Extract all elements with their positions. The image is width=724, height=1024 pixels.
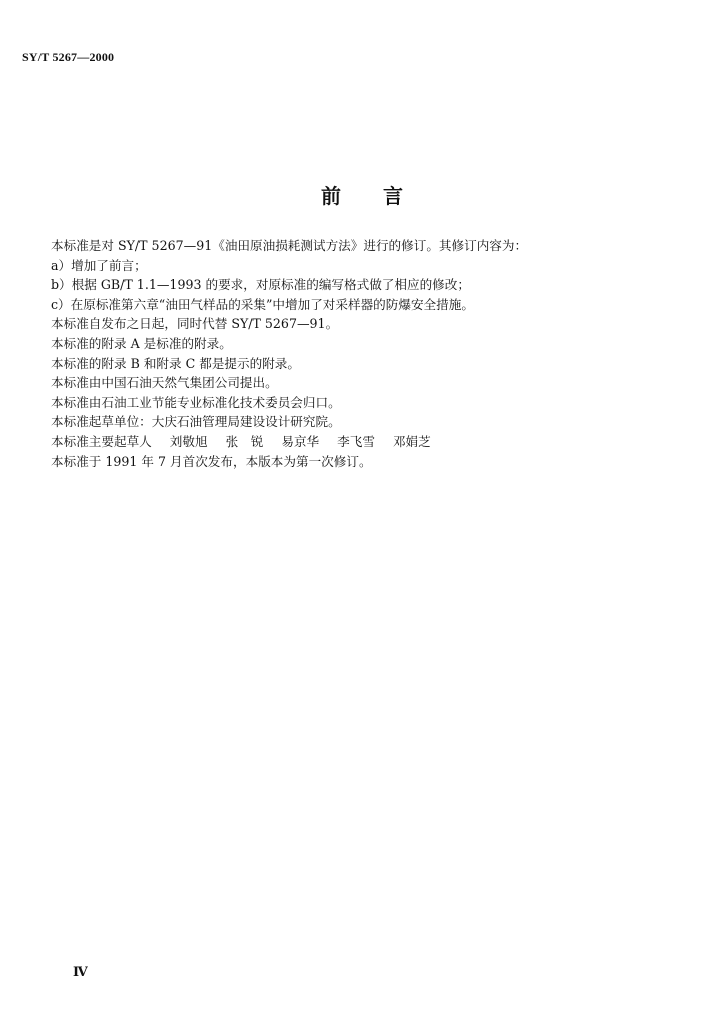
- paragraph-item-c: c）在原标准第六章“油田气样品的采集”中增加了对采样器的防爆安全措施。: [51, 296, 474, 312]
- paragraph-item-b: b）根据 GB/T 1.1—1993 的要求，对原标准的编写格式做了相应的修改；: [51, 277, 470, 293]
- drafter-name: 张 锐: [225, 433, 264, 449]
- paragraph-history: 本标准于 1991 年 7 月首次发布，本版本为第一次修订。: [51, 453, 372, 469]
- drafter-name: 邓娟芝: [392, 433, 431, 449]
- standard-number-header: SY/T 5267—2000: [22, 50, 115, 64]
- drafter-name: 易京华: [281, 433, 320, 449]
- drafters-label: 本标准主要起草人: [51, 433, 152, 449]
- title-char-2: 言: [383, 184, 403, 208]
- paragraph-drafting-unit: 本标准起草单位：大庆石油管理局建设设计研究院。: [51, 414, 341, 430]
- title-char-1: 前: [321, 184, 341, 208]
- drafter-name: 李飞雪: [337, 433, 375, 449]
- page-number: Ⅳ: [73, 964, 88, 979]
- paragraph-annex-bc: 本标准的附录 B 和附录 C 都是提示的附录。: [51, 355, 300, 371]
- paragraph-item-a: a）增加了前言；: [51, 257, 147, 273]
- paragraph-replacement: 本标准自发布之日起，同时代替 SY/T 5267—91。: [51, 316, 339, 332]
- foreword-body: [51, 236, 691, 471]
- page-title: [0, 180, 724, 209]
- drafter-name: 刘敬旭: [169, 433, 208, 449]
- paragraph-drafters: [51, 432, 691, 452]
- paragraph-committee: 本标准由石油工业节能专业标准化技术委员会归口。: [51, 394, 341, 410]
- paragraph-proposer: 本标准由中国石油天然气集团公司提出。: [51, 375, 278, 391]
- paragraph-intro: 本标准是对 SY/T 5267—91《油田原油损耗测试方法》进行的修订。其修订内容为：: [51, 238, 528, 253]
- paragraph-annex-a: 本标准的附录 A 是标准的附录。: [51, 335, 232, 351]
